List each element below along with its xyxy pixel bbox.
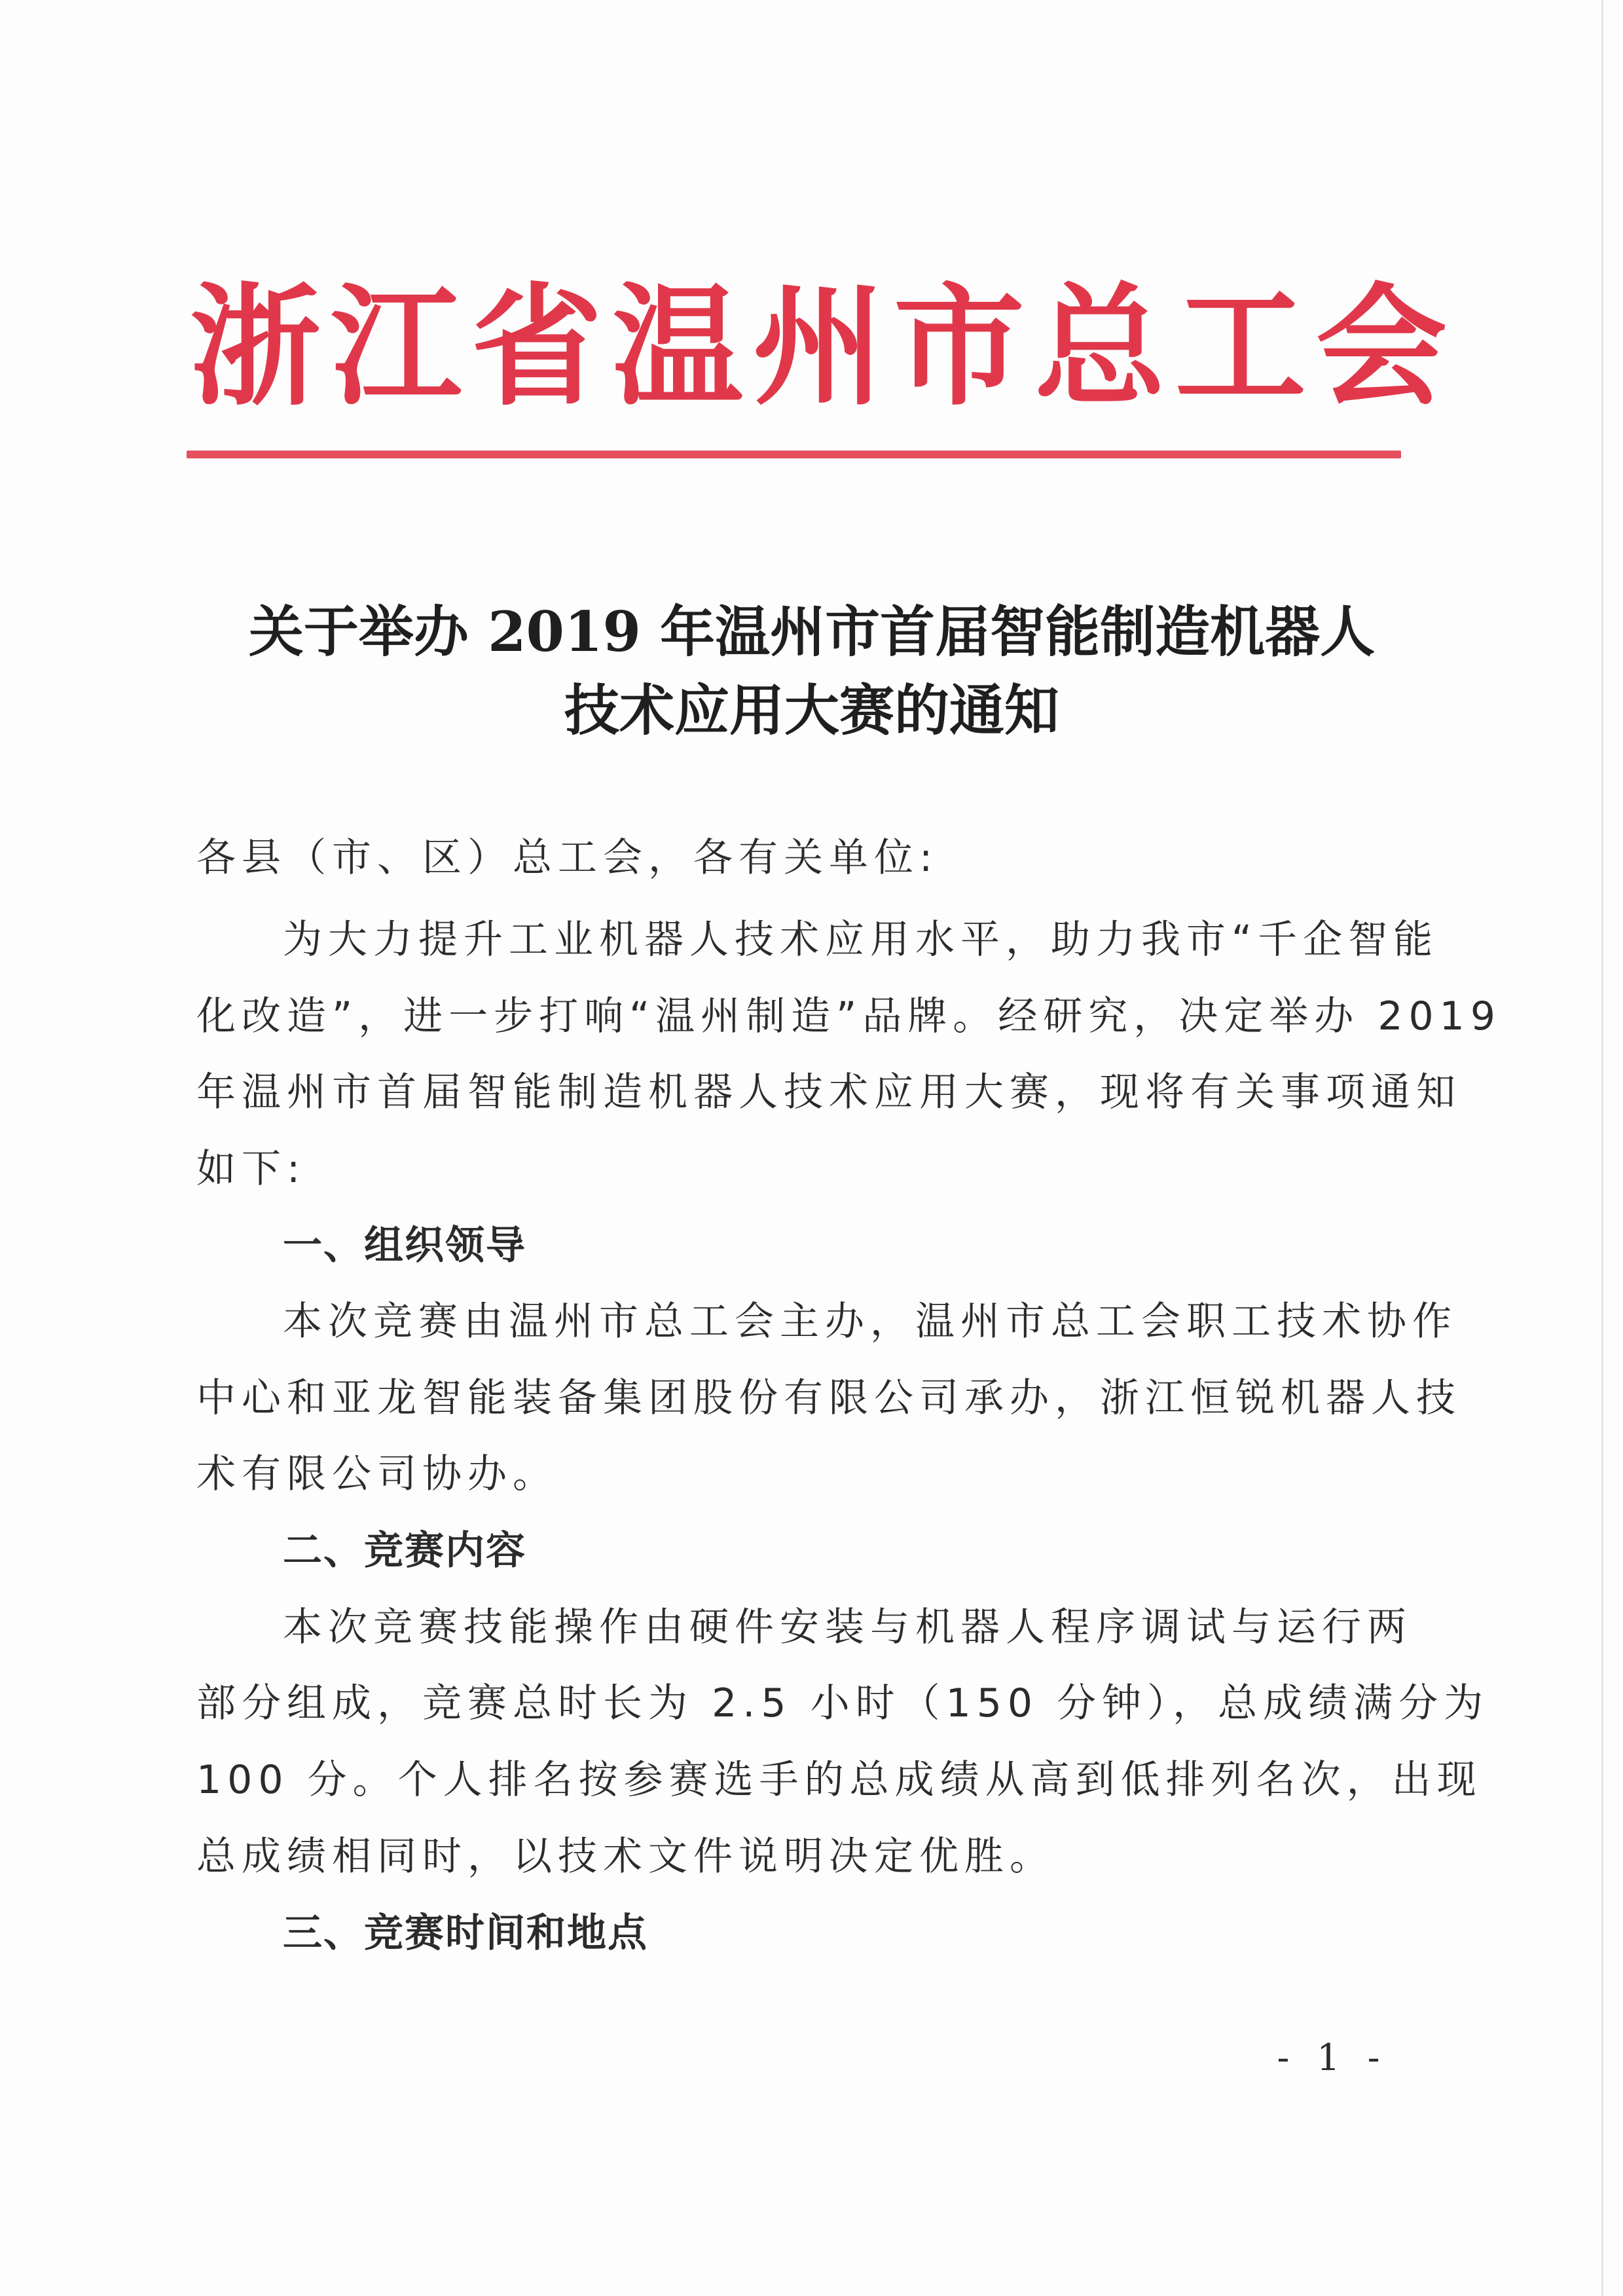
section1-line: 本次竞赛由温州市总工会主办，温州市总工会职工技术协作	[283, 1299, 1457, 1344]
intro-line: 如下:	[196, 1146, 306, 1192]
intro-line: 年温州市首届智能制造机器人技术应用大赛，现将有关事项通知	[196, 1069, 1461, 1115]
scan-edge-line	[1601, 0, 1603, 2296]
intro-line: 化改造”，进一步打响“温州制造”品牌。经研究，决定举办 2019	[196, 993, 1502, 1039]
section-heading-2: 二、竞赛内容	[283, 1528, 526, 1574]
section2-line: 本次竞赛技能操作由硬件安装与机器人程序调试与运行两	[283, 1604, 1412, 1650]
letterhead-char: 浙	[190, 270, 321, 424]
letterhead-char: 市	[893, 270, 1025, 424]
letterhead-char: 温	[611, 270, 743, 424]
intro-line: 为大力提升工业机器人技术应用水平，助力我市“千企智能	[283, 917, 1439, 963]
title-line-1: 关于举办 2019 年温州市首届智能制造机器人	[248, 599, 1376, 664]
document-title	[190, 593, 1434, 750]
letterhead-char: 工	[1175, 270, 1306, 424]
letterhead-char: 州	[752, 270, 884, 424]
letterhead-char: 省	[471, 270, 602, 424]
salutation: 各县（市、区）总工会，各有关单位:	[196, 835, 939, 881]
section-heading-1: 一、组织领导	[283, 1223, 526, 1268]
letterhead	[190, 265, 1447, 429]
section2-line: 部分组成，竞赛总时长为 2.5 小时（150 分钟），总成绩满分为	[196, 1680, 1489, 1726]
letterhead-red-rule	[187, 451, 1401, 458]
letterhead-char: 总	[1034, 270, 1165, 424]
section1-line: 中心和亚龙智能装备集团股份有限公司承办，浙江恒锐机器人技	[196, 1375, 1461, 1421]
section2-line: 100 分。个人排名按参赛选手的总成绩从高到低排列名次，出现	[196, 1757, 1482, 1803]
section-heading-3: 三、竞赛时间和地点	[283, 1910, 648, 1956]
letterhead-char: 江	[330, 270, 462, 424]
section2-line: 总成绩相同时，以技术文件说明决定优胜。	[196, 1834, 1055, 1879]
letterhead-char: 会	[1315, 270, 1447, 424]
page-number: - 1 -	[1277, 2037, 1388, 2079]
section1-line: 术有限公司协办。	[196, 1451, 558, 1497]
title-line-2: 技术应用大赛的通知	[564, 678, 1059, 743]
